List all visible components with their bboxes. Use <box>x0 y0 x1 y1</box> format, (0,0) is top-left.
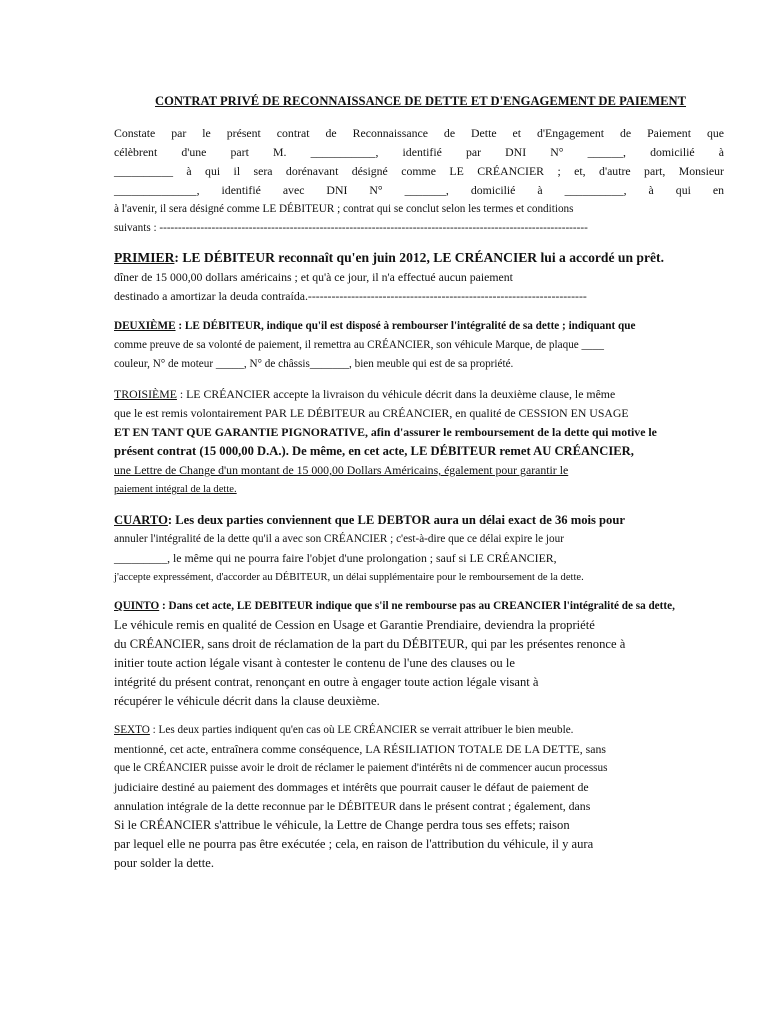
clause-cuarto-text: : Les deux parties conviennent que LE DEBTOR aura un délai exact de 36 mois pour <box>167 513 625 527</box>
clause-quinto-line: du CRÉANCIER, sans droit de réclamation de la part du DÉBITEUR, qui par les présentes renonce à <box>114 637 626 651</box>
clause-primier <box>114 248 724 306</box>
clause-troisieme-text: : LE CRÉANCIER accepte la livraison du véhicule décrit dans la deuxième clause, le même <box>176 387 616 401</box>
clause-sexto-line: mentionné, cet acte, entraînera comme conséquence, LA RÉSILIATION TOTALE DE LA DETTE, sans <box>114 742 606 756</box>
clause-troisieme-line: que le est remis volontairement PAR LE DÉBITEUR au CRÉANCIER, en qualité de CESSION EN USAGE <box>114 406 629 420</box>
clause-sexto-line: que le CRÉANCIER puisse avoir le droit de réclamer le paiement d'intérêts ni de commencer aucun processus <box>114 762 608 774</box>
clause-cuarto-line: j'accepte expressément, d'accorder au DÉBITEUR, un délai supplémentaire pour le remboursement de la dette. <box>114 572 584 583</box>
preamble-line: ______________, identifié avec DNI N° _______, domicilié à __________, à qui en <box>114 183 724 197</box>
clause-cuarto-line: _________, le même qui ne pourra faire l'objet d'une prolongation ; sauf si LE CRÉANCIER, <box>114 551 557 565</box>
clause-sexto <box>114 721 724 873</box>
clause-sexto-line: annulation intégrale de la dette reconnue par le DÉBITEUR dans le présent contrat ; également, dans <box>114 799 591 813</box>
clause-quinto-text: : Dans cet acte, LE DEBITEUR indique que s'il ne rembourse pas au CREANCIER l'intégralité de sa dette, <box>159 600 675 612</box>
clause-cuarto <box>114 511 724 587</box>
clause-quinto-line: récupérer le véhicule décrit dans la clause deuxième. <box>114 694 380 708</box>
clause-troisieme-line <box>114 385 724 404</box>
clause-sexto-line: judiciaire destiné au paiement des dommages et intérêts que pourrait causer le défaut de paiement de <box>114 780 589 794</box>
preamble-line: Constate par le présent contrat de Reconnaissance de Dette et d'Engagement de Paiement que <box>114 126 724 140</box>
clause-troisieme-heading: TROISIÈME <box>114 387 177 401</box>
clause-sexto-line: pour solder la dette. <box>114 856 215 870</box>
clause-deuxieme-line: couleur, N° de moteur _____, N° de châssis_______, bien meuble qui est de sa propriété. <box>114 358 514 370</box>
clause-deuxieme-heading: DEUXIÈME <box>114 320 176 332</box>
clause-sexto-line <box>114 721 724 740</box>
preamble-line: __________ à qui il sera dorénavant désigné comme LE CRÉANCIER ; et, d'autre part, Monsieur <box>114 164 724 178</box>
clause-deuxieme-line: comme preuve de sa volonté de paiement, il remettra au CRÉANCIER, son véhicule Marque, de plaque ____ <box>114 339 604 351</box>
preamble-line: célèbrent d'une part M. ___________, identifié par DNI N° ______, domicilié à <box>114 145 724 159</box>
clause-sexto-line: par lequel elle ne pourra pas être exécutée ; cela, en raison de l'attribution du véhicule, il y aura <box>114 837 594 851</box>
clause-quinto-heading: QUINTO <box>114 600 160 612</box>
document-title: CONTRAT PRIVÉ DE RECONNAISSANCE DE DETTE ET D'ENGAGEMENT DE PAIEMENT <box>155 94 687 108</box>
clause-quinto <box>114 597 724 711</box>
clause-quinto-line <box>114 597 724 616</box>
clause-troisieme-line: une Lettre de Change d'un montant de 15 000,00 Dollars Américains, également pour garantir le <box>114 463 569 477</box>
clause-primier-line: dîner de 15 000,00 dollars américains ; et qu'à ce jour, il n'a effectué aucun paiement <box>114 270 513 284</box>
clause-primier-heading: PRIMIER <box>114 250 175 265</box>
clause-cuarto-line: annuler l'intégralité de la dette qu'il a avec son CRÉANCIER ; c'est-à-dire que ce délai expire le jour <box>114 533 564 545</box>
preamble-line: à l'avenir, il sera désigné comme LE DÉBITEUR ; contrat qui se conclut selon les termes et conditions <box>114 203 574 215</box>
clause-cuarto-line <box>114 511 724 530</box>
preamble-paragraph <box>114 124 724 238</box>
clause-deuxieme-line <box>114 317 724 336</box>
preamble-line: suivants : ------------------------------------------------------------------------------------------------------------------- <box>114 222 588 234</box>
clause-troisieme <box>114 385 724 499</box>
clause-deuxieme <box>114 317 724 374</box>
clause-sexto-line: Si le CRÉANCIER s'attribue le véhicule, la Lettre de Change perdra tous ses effets; raison <box>114 818 570 832</box>
clause-quinto-line: Le véhicule remis en qualité de Cession en Usage et Garantie Prendiaire, deviendra la propriété <box>114 618 595 632</box>
clause-cuarto-heading: CUARTO <box>114 513 168 527</box>
clause-quinto-line: initier toute action légale visant à contester le contenu de l'une des clauses ou le <box>114 656 515 670</box>
clause-deuxieme-text: : LE DÉBITEUR, indique qu'il est disposé à rembourser l'intégralité de sa dette ; indiquant que <box>175 320 636 332</box>
clause-primier-line: destinado a amortizar la deuda contraída.----------------------------------------------------------------------- <box>114 289 587 303</box>
clause-troisieme-line: ET EN TANT QUE GARANTIE PIGNORATIVE, afin d'assurer le remboursement de la dette qui motive le <box>114 425 657 439</box>
clause-sexto-heading: SEXTO <box>114 724 150 736</box>
clause-primier-line <box>114 248 724 268</box>
clause-primier-text: : LE DÉBITEUR reconnaît qu'en juin 2012, LE CRÉANCIER lui a accordé un prêt. <box>174 250 664 265</box>
clause-sexto-text: : Les deux parties indiquent qu'en cas où LE CRÉANCIER se verrait attribuer le bien meuble. <box>149 724 574 736</box>
clause-quinto-line: intégrité du présent contrat, renonçant en outre à engager toute action légale visant à <box>114 675 539 689</box>
clause-troisieme-line: paiement intégral de la dette. <box>114 484 237 495</box>
clause-troisieme-line: présent contrat (15 000,00 D.A.). De même, en cet acte, LE DÉBITEUR remet AU CRÉANCIER, <box>114 444 634 458</box>
